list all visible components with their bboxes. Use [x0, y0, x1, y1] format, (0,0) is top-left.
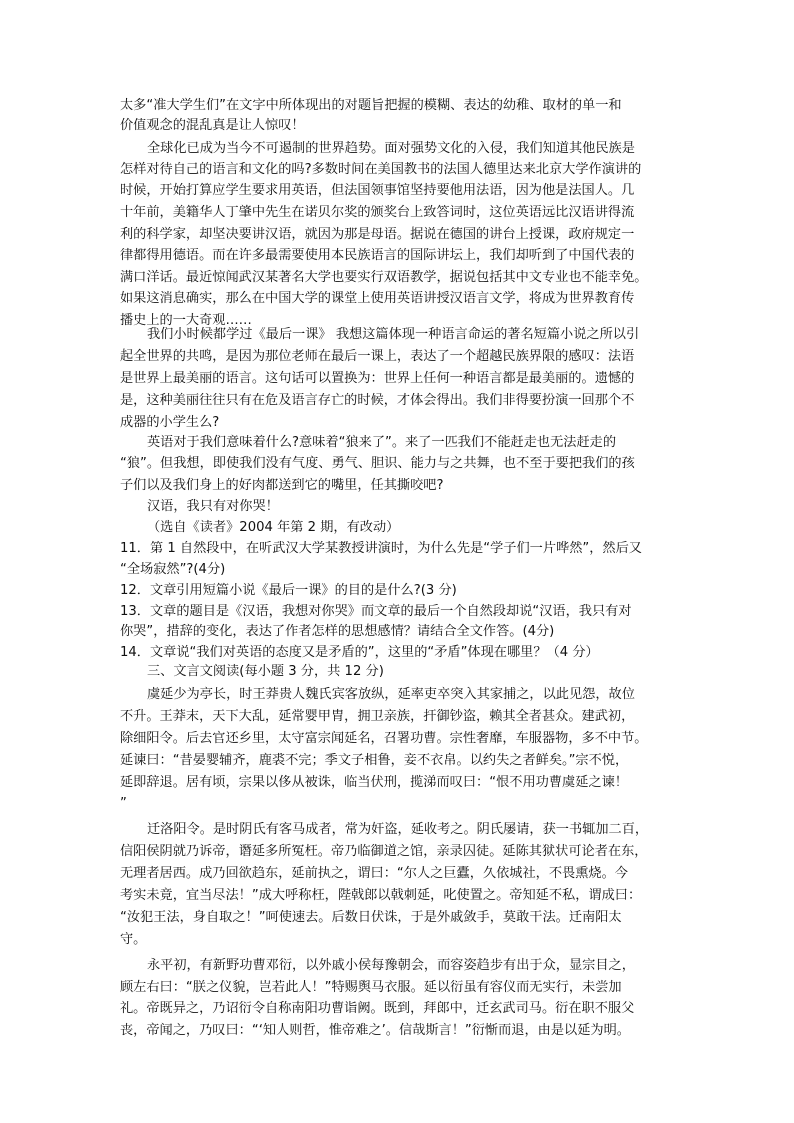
question-line: 你哭”，措辞的变化，表达了作者怎样的思想感情？请结合全文作答。(4分) — [120, 624, 555, 639]
text-line: 播史上的一大奇观…… — [120, 313, 252, 328]
text-line: （选自《读者》2004 年第 2 期，有改动） — [147, 520, 400, 535]
text-line: 礼。帝既异之，乃诏衍令自称南阳功曹诣阙。既到，拜郎中，迁玄武司马。衍在职不服父 — [120, 1001, 635, 1016]
text-line: 如果这消息确实，那么在中国大学的课堂上使用英语讲授汉语言文学，将成为世界教育传 — [120, 291, 635, 306]
text-line: 不升。王莽末，天下大乱，延常婴甲胄，拥卫亲族，扞御钞盗，赖其全者甚众。建武初， — [120, 709, 635, 724]
question-line: “全场寂然”?(4分) — [120, 562, 226, 577]
text-line: 永平初，有新野功曹邓衍，以外戚小侯每豫朝会，而容姿趋步有出于众，显宗目之， — [147, 958, 635, 973]
text-line: 考实未竟，宜当尽法！”成大呼称枉，陛戟郎以戟刺延，叱使置之。帝知延不私，谓成曰： — [120, 888, 642, 903]
text-line: “汝犯王法，身自取之！”呵使速去。后数日伏诛，于是外戚敛手，莫敢干法。迁南阳太 — [120, 910, 622, 925]
text-line: 我们小时候都学过《最后一课》 我想这篇体现一种语言命运的著名短篇小说之所以引 — [147, 327, 640, 342]
text-line: 迁洛阳令。是时阴氏有客马成者，常为奸盗，延收考之。阴氏屡请，获一书辄加二百， — [147, 822, 649, 837]
text-line: 怎样对待自己的语言和文化的吗?多数时间在美国教书的法国人德里达来北京大学作演讲的 — [120, 162, 642, 177]
question-line: 12．文章引用短篇小说《最后一课》的目的是什么?(3 分) — [120, 583, 457, 598]
text-line: 是，这种美丽往往只有在危及语言存亡的时候，才体会得出。我们非得要扮演一回那个不 — [120, 393, 635, 408]
text-line: 时候，开始打算应学生要求用英语，但法国领事馆坚持要他用法语，因为他是法国人。几 — [120, 183, 635, 198]
text-line: 利的科学家，却坚决要讲汉语，就因为那是母语。据说在德国的讲台上授课，政府规定一 — [120, 227, 635, 242]
text-line: 汉语，我只有对你哭！ — [147, 499, 279, 514]
text-line: 子们以及我们身上的好肉都送到它的嘴里，任其撕咬吧? — [120, 478, 444, 493]
question-line: 11．第 1 自然段中，在听武汉大学某教授讲演时，为什么先是“学子们一片哗然”，然后又 — [120, 541, 642, 556]
text-line: 信阳侯阴就乃诉帝，谮延多所冤枉。帝乃临御道之馆，亲录囚徒。延陈其狱状可论者在东， — [120, 844, 648, 859]
text-line: 满口洋话。最近惊闻武汉某著名大学也要实行双语教学，据说包括其中文专业也不能幸免。 — [120, 270, 648, 285]
text-line: 守。 — [120, 932, 147, 947]
text-line: 全球化已成为当今不可遏制的世界趋势。面对强势文化的入侵，我们知道其他民族是 — [147, 141, 635, 156]
text-line: 价值观念的混乱真是让人惊叹！ — [120, 118, 305, 133]
section-heading: 三、文言文阅读(每小题 3 分，共 12 分) — [147, 664, 384, 679]
text-line: 成器的小学生么? — [120, 415, 220, 430]
text-line: 延即辞退。居有顷，宗果以侈从被诛，临当伏刑，揽涕而叹曰：“恨不用功曹虞延之谏！ — [120, 775, 628, 790]
text-line: 英语对于我们意味着什么?意味着“狼来了”。来了一匹我们不能赶走也无法赶走的 — [147, 435, 617, 450]
text-line: 律都得用德语。而在许多最需要使用本民族语言的国际讲坛上，我们却听到了中国代表的 — [120, 248, 635, 263]
text-line: 丧，帝闻之，乃叹曰：“‘知人则哲，惟帝难之’。信哉斯言！”衍惭而退，由是以延为明。 — [120, 1023, 630, 1038]
text-line: 是世界上最美丽的语言。这句话可以置换为：世界上任何一种语言都是最美丽的。遗憾的 — [120, 371, 635, 386]
text-line: 起全世界的共鸣，是因为那位老师在最后一课上，表达了一个超越民族界限的感叹：法语 — [120, 349, 635, 364]
text-line: 太多“准大学生们”在文字中所体现出的对题旨把握的模糊、表达的幼稚、取材的单一和 — [120, 98, 622, 113]
question-line: 14．文章说“我们对英语的态度又是矛盾的”，这里的“矛盾”体现在哪里？（4 分） — [120, 645, 599, 660]
text-line: 无理者居西。成乃回欲趋东，延前执之，谓曰：“尔人之巨蠹，久依城社，不畏熏烧。今 — [120, 866, 628, 881]
text-line: ” — [120, 796, 127, 811]
text-line: 十年前，美籍华人丁肇中先生在诺贝尔奖的颁奖台上致答词时，这位英语远比汉语讲得流 — [120, 205, 635, 220]
text-line: 延谏曰：“昔晏婴辅齐，鹿裘不完；季文子相鲁，妾不衣帛。以约失之者鲜矣。”宗不悦， — [120, 753, 629, 768]
text-line: “狼”。但我想，即使我们没有气度、勇气、胆识、能力与之共舞，也不至于要把我们的孩 — [120, 456, 635, 471]
question-line: 13．文章的题目是《汉语，我想对你哭》而文章的最后一个自然段却说“汉语，我只有对 — [120, 604, 632, 619]
text-line: 虞延少为亭长，时王莽贵人魏氏宾客放纵，延率吏卒突入其家捕之，以此见怨，故位 — [147, 687, 635, 702]
text-line: 除细阳令。后去官还乡里，太守富宗闻延名，召署功曹。宗性奢靡，车服器物，多不中节。 — [120, 731, 648, 746]
text-line: 顾左右曰：“朕之仪貌，岂若此人！”特赐舆马衣服。延以衍虽有容仪而无实行，未尝加 — [120, 980, 622, 995]
